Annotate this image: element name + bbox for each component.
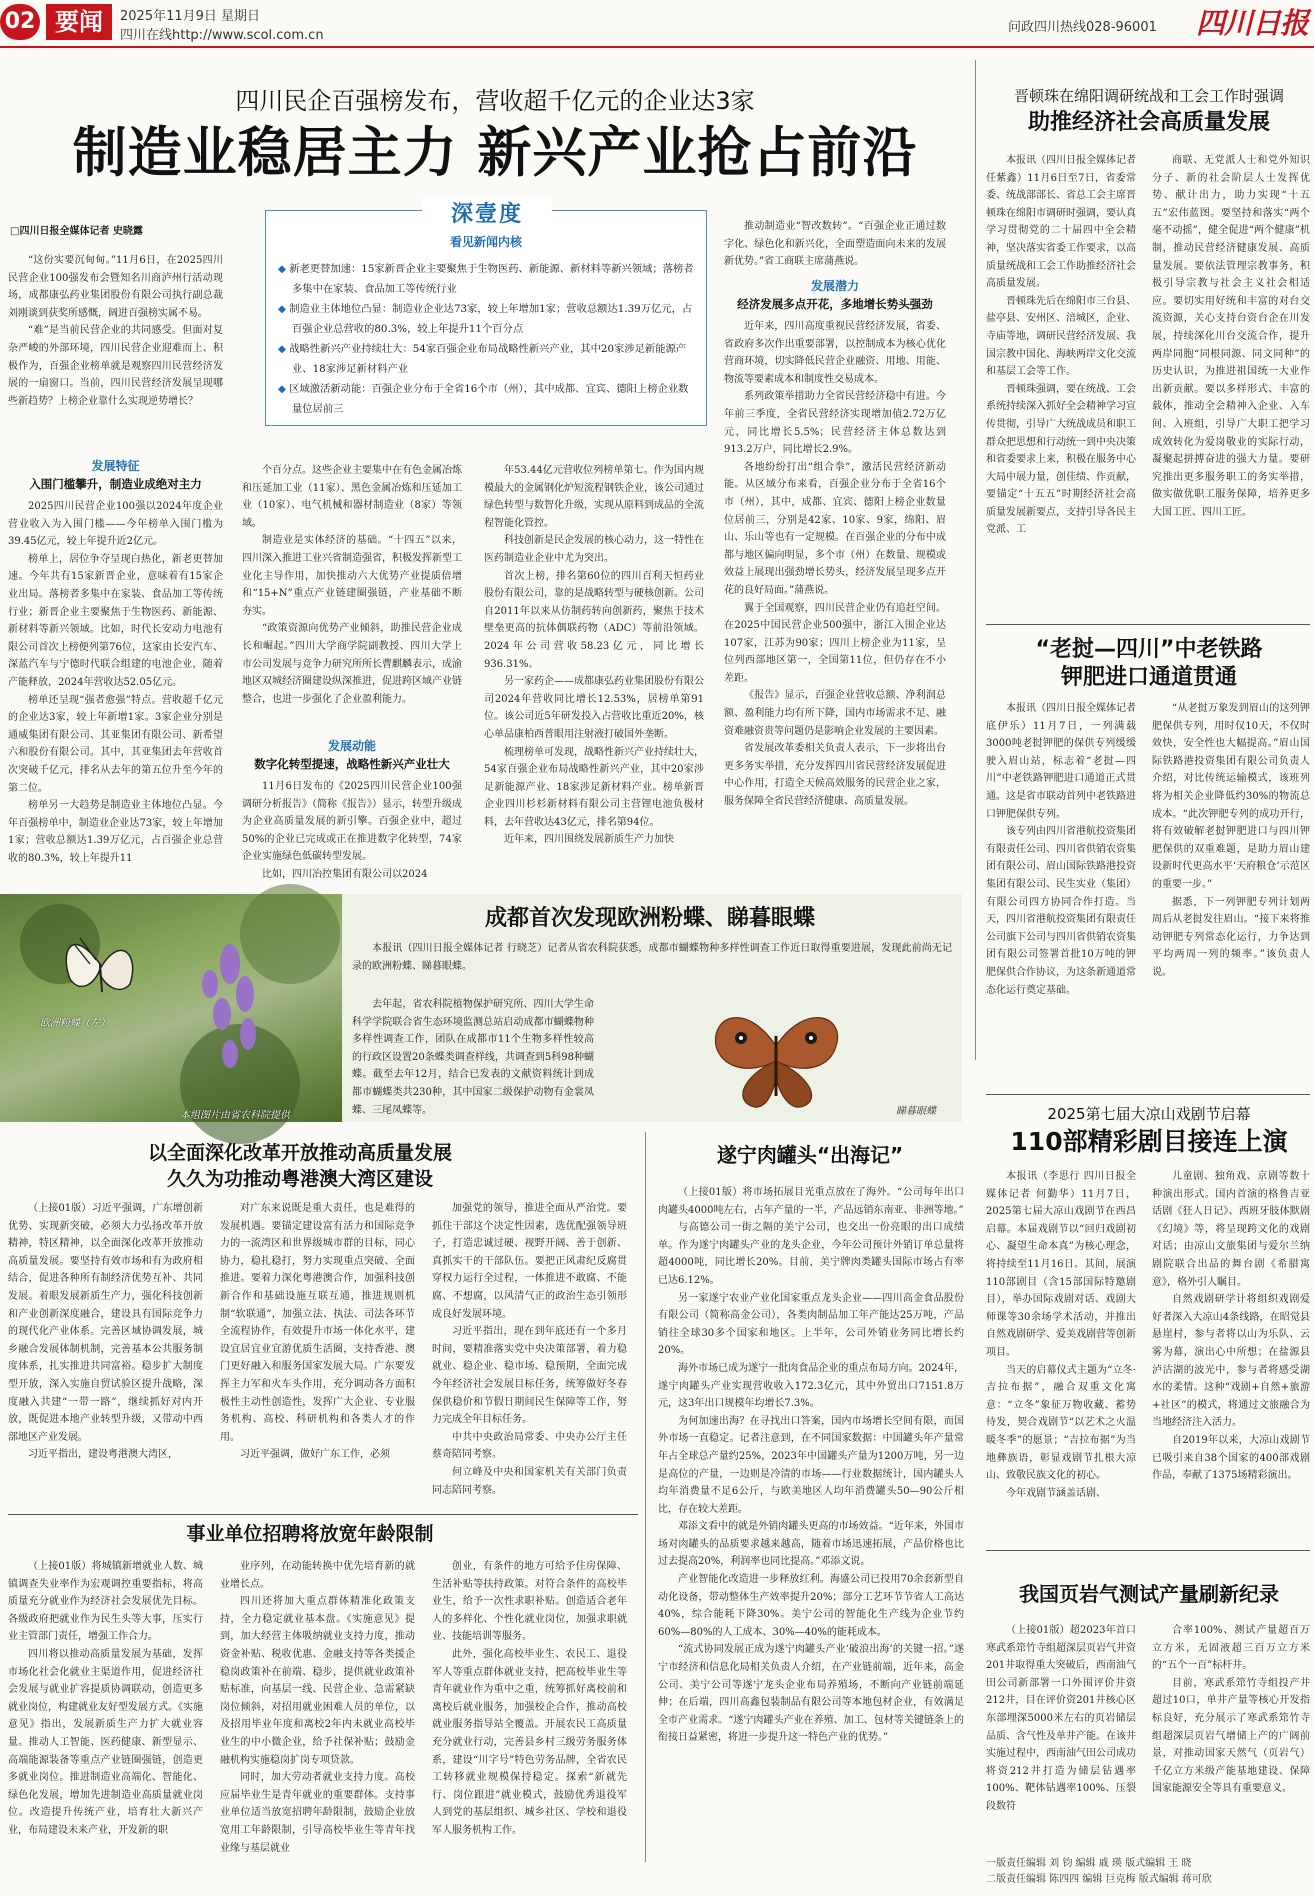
- paragraph: 另一家遂宁农业产业化国家重点龙头企业——四川高金食品股份有限公司（简称高金公司），各类肉制品加工年产能达25万吨，产品销往全球30多个国家和地区。上半年，公司外销业务同比增长约20%。: [658, 1292, 964, 1357]
- paragraph: （上接01版）超2023年首口寒武系筇竹寺组超深层页岩气井资201井取得重大突破后，西南油气田公司新部署一口外围评价井资212井，目在评价资201井核心区东部埋深5000米左右的页岩储层品质、含气性及单井产能。在该井实施过程中，西南油气田公司成功将资212井打造为储层钻遇率100%、靶体钻遇率100%、压裂段数符: [986, 1625, 1136, 1812]
- lead-col2: [242, 462, 462, 705]
- bottomL2-col1: [8, 1558, 203, 1858]
- paragraph: 儿童剧、独角戏、京剧等数十种演出形式。国内首演的格鲁吉亚话剧《狂人日记》、西班牙肢体默剧《幻境》等，将呈现跨文化的戏剧对话；由凉山文旅集团与爱尔兰纳剧院联合出品的舞台剧《希腊寓意》，格外引人瞩目。: [1152, 1171, 1310, 1288]
- paragraph: 晋顿珠先后在绵阳市三台县、盐亭县、安州区、涪城区，企业、寺庙等地，调研民营经济发展、我国宗教中国化、海峡两岸文化交流和基层工会等工作。: [986, 295, 1136, 378]
- subhead-momentum-detail: 数字化转型提速，战略性新兴产业壮大: [254, 757, 450, 771]
- paragraph: 11月6日发布的《2025四川民营企业100强调研分析报告》（简称《报告》）显示，转型升级成为企业高质量发展的新引擎。百强企业中，超过50%的企业已完成或正在推进数字化转型，74家企业实施绿色低碳转型发展。: [242, 781, 462, 863]
- paragraph: 当天的启幕仪式主题为“立冬·吉拉布据”，融合双重文化寓意：“立冬”象征万物收藏、蓄势待发，契合戏剧节“以艺术之火温暖冬季”的愿景；“吉拉布据”为当地彝族语，彰显戏剧节扎根大凉山、致敬民族文化的初心。: [986, 1364, 1136, 1482]
- paragraph: 此外，强化高校毕业生、农民工、退役军人等重点群体就业支持，把高校毕业生等青年就业作为重中之重，统筹抓好离校前和离校后就业服务，加强校企合作，推动高校就业服务指导站全覆盖。开展农民工高质量充分就业行动，完善县乡村三级劳务服务体系，建设“川字号”特色劳务品牌，全省农民工转移就业规模保持稳定。探索“新就先行、岗位跟进”就业模式，鼓励优秀退役军人到党的基层组织、城乡社区、学校和退役军人服务机构工作。: [432, 1648, 627, 1836]
- right1-headline: 助推经济社会高质量发展: [1027, 110, 1270, 135]
- right3-col2: [1152, 1168, 1310, 1538]
- paragraph: “从老挝万象发到眉山的这列钾肥保供专列，用时仅10天，不仅时效快，安全性也大幅提高。”眉山国际铁路港投资集团有限公司负责人介绍，对比传统运输模式，该班列将为相关企业降低约30%的物流总成本。“此次钾肥专列的成功开行，将有效破解老挝钾肥进口与四川钾肥保供的双重难题，是助力眉山建设新时代更高水平‘天府粮仓’示范区的重要一步。”: [1152, 703, 1310, 890]
- newspaper-logo: 四川日报: [1196, 6, 1309, 40]
- right2-headline-line1: “老挝—四川”中老铁路: [1035, 637, 1263, 662]
- paragraph: 科技创新是民企发展的核心动力，这一特性在医药制造业企业中尤为突出。: [484, 535, 704, 564]
- moth-brown-butterfly-art: [606, 998, 962, 1118]
- paragraph: 合率100%、测试产量超百万立方米，无固液超三百万立方米的“五个一百”标杆井。: [1152, 1625, 1310, 1672]
- lead-col4b: [724, 318, 946, 884]
- paragraph: 榜单还呈现“强者愈强”特点。营收超千亿元的企业达3家，较上年新增1家。3家企业分别是通威集团有限公司、其亚集团有限公司、新希望六和股份有限公司。其中，其亚集团去年营收首次突破千亿元，排名从去年的第五位升至今年的第二位。: [8, 694, 223, 794]
- lead-byline: □四川日报全媒体记者 史晓露: [10, 226, 143, 237]
- paragraph: 习近平强调，做好广东工作，必须: [240, 1449, 390, 1461]
- paragraph: 榜单另一大趋势是制造业主体地位凸显。今年百强榜单中，制造业企业达73家，较上年增加1家；营收总额达1.39万亿元，占百强企业总营收的80.3%，较上年提升11: [8, 800, 223, 864]
- lead-col4: [724, 218, 946, 274]
- paragraph: 商联、无党派人士和党外知识分子、新的社会阶层人士发挥优势、献计出力，助力实现“十五五”宏伟蓝图。要坚持和落实“两个毫不动摇”，健全促进“两个健康”机制，推动民营经济健康发展、高质量发展。要依法管理宗教事务，积极引导宗教与社会主义社会相适应。要切实用好统和丰富的对台交流资源，关心支持台资台企在川发展，持续深化川台交流合作，提升两岸同胞“同根同源、同文同种”的历史认识，为推进祖国统一大业作出新贡献。要以多样形式、丰富的载体，推动全会精神入企业、入车间、入班组，引导广大职工把学习成效转化为爱岗敬业的实际行动，凝聚起拼搏奋进的强大力量。要研究推出更多服务职工的务实举措，做实做优职工服务保障，培养更多大国工匠、四川工匠。: [1152, 155, 1310, 518]
- paragraph: 目前，寒武系筇竹寺组投产井超过10口，单井产量等核心开发指标良好，充分展示了寒武系筇竹寺组超深层页岩气增储上产的广阔前景，对推动国家天然气（页岩气）千亿立方米级产能基地建设、保障国家能源安全等具有重要意义。: [1152, 1677, 1310, 1795]
- bottomL-headline-line1: 以全面深化改革开放推动高质量发展: [147, 1142, 452, 1164]
- subhead-features-detail: 入围门槛攀升，制造业成绝对主力: [29, 477, 202, 491]
- paragraph: “政策资源向优势产业倾斜，助推民营企业成长和崛起。”四川大学商学院副教授、四川大学上市公司发展与竞争力研究所所长曹麒麟表示，成渝地区双城经济圈建设纵深推进，促进跨区域产业链整合，也进一步强化了企业盈利能力。: [242, 623, 462, 705]
- editor-credits: [986, 1856, 1312, 1888]
- paragraph: 本报讯（四川日报全媒体记者 底伊乐）11月7日，一列满载3000吨老挝钾肥的保供专列缓缓驶入眉山站，标志着“老挝—四川”中老铁路钾肥进口通道正式贯通。这是省市联动首列中老铁路进口钾肥保供专列。: [986, 703, 1136, 820]
- paragraph: 省发展改革委相关负责人表示，下一步将出台更多务实举措，充分发挥四川省民营经济发展促进中心作用，打造全天候高效服务的民营企业之家，服务保障全省民营经济健康、高质量发展。: [724, 743, 946, 808]
- paragraph: 业序列，在动能转换中优先培育新的就业增长点。: [220, 1561, 415, 1590]
- infobox-title: 深壹度: [422, 197, 552, 227]
- paragraph: 加强党的领导，推进全面从严治党。要抓住干部这个决定性因素，选优配强领导班子，打造忠诚过硬、视野开阔、善于创新、真抓实干的干部队伍。要把正风肃纪反腐贯穿权力运行全过程，一体推进不敢腐、不能腐、不想腐，以风清气正的政治生态引领形成良好发展环境。: [432, 1203, 627, 1320]
- butterfly-headline: 成都首次发现欧洲粉蝶、睇暮眼蝶: [484, 906, 815, 931]
- butterfly-body-text: [352, 996, 594, 1120]
- column-divider: [645, 1132, 646, 1862]
- subhead-momentum: 发展动能: [327, 739, 376, 753]
- paragraph: 榜单上，居位争夺呈现白热化，新老更替加速。今年共有15家新晋企业，意味着有15家企业出局。落榜者多集中在家装、食品加工等传统行业；新晋企业主要聚焦于生物医药、新能源、新材料等新兴领域。比如，时代长安动力电池有限公司首次上榜便列第76位，这家由长安汽车、深蓝汽车与宁德时代联合组建的电池企业，随着产能释放，2024年营收达52.05亿元。: [8, 553, 223, 688]
- butterfly-photo-art: [0, 894, 342, 1122]
- right3-col1: [986, 1168, 1136, 1538]
- subhead-features: 发展特征: [91, 459, 140, 473]
- butterfly-photo-left: [0, 894, 342, 1122]
- paragraph: 创业，有条件的地方可给予住房保障、生活补贴等扶持政策。对符合条件的高校毕业生，给予一次性求职补贴。创造适合老年人的多样化、个性化就业岗位，加强求职就业、技能培训等服务。: [432, 1561, 627, 1643]
- right3-kicker: 2025第七届大凉山戏剧节启幕: [1047, 1105, 1251, 1123]
- paragraph: 本报讯（四川日报全媒体记者 任紫鑫）11月6日至7日，省委常委、统战部部长、省总工会主席晋顿珠在绵阳市调研时强调，要认真学习贯彻党的二十届四中全会精神，坚决落实省委工作要求，以高质量统战和工会工作助推经济社会高质量发展。: [986, 155, 1136, 290]
- editor-credit-line1: 一版责任编辑 刘 钧 编辑 戚 瑛 版式编辑 王 晓: [986, 1858, 1192, 1869]
- infobox-item: ◆ 区域激活新动能：百强企业分布于全省16个市（州），其中成都、宜宾、德阳上榜企业数量位居前三: [278, 379, 696, 419]
- paragraph: 近年来，四川围绕发展新质生产力加快: [504, 834, 674, 846]
- paragraph: 比如，四川冶控集团有限公司以2024: [262, 868, 428, 880]
- divider: [986, 624, 1310, 625]
- page-number-badge: 02: [0, 4, 40, 40]
- paragraph: 2025四川民营企业100强以2024年度企业营业收入为入围门槛——今年榜单入围门槛为39.45亿元，较上年提升近2亿元。: [8, 501, 223, 548]
- right2-col2: [1152, 700, 1310, 1088]
- paragraph: 另一家药企——成都康弘药业集团股份有限公司2024年营收同比增长12.53%，居榜单第91位。该公司近5年研发投入占营收比重近20%，核心单品康柏西普眼用注射液打破国外垄断。: [484, 676, 704, 740]
- paragraph: 各地纷纷打出“组合拳”，激活民营经济新动能。从区域分布来看，百强企业分布于全省16个市（州），其中，成都、宜宾、德阳上榜企业数量位居前三，分别是42家、10家、9家，绵阳、眉山、乐山等也有一定规模。在百强企业的分布中成都与地区偏向明显，多个市（州）在数量、规模或效益上展现出强劲增长势头，经济发展呈现多点开花的良好局面。”蒲燕说。: [724, 461, 946, 596]
- right4-col2: [1152, 1622, 1310, 1842]
- paragraph: 今年戏剧节涵盖话剧、: [1006, 1487, 1106, 1499]
- divider: [986, 1550, 1310, 1551]
- bottomL2-col3: [432, 1558, 627, 1858]
- right3-headline: 110部精彩剧目接连上演: [1010, 1127, 1288, 1156]
- lead-col1: [8, 252, 223, 458]
- paragraph: 为何加速出海？在寻找出口答案，国内市场增长空间有限，而国外市场一直稳定。记者注意到，在不同国家数据：中国罐头年产量常年占全球总产量约25%，2023年中国罐头产量为1200万吨，另一边是高位的产量，一边则是冷清的市场——行业数据统计，国内罐头人均年消费量不足6公斤，与欧美地区人均年消费罐头50—90公斤相比，存在较大差距。: [658, 1415, 964, 1515]
- butterfly-caption-2: 睇暮眼蝶: [896, 1106, 936, 1117]
- right2-headline-line2: 钾肥进口通道贯通: [1060, 665, 1237, 690]
- paragraph: 近年来，四川高度重视民营经济发展，省委、省政府多次作出重要部署，以控制成本为核心优化营商环境，切实降低民营企业融资、用地、用能、物流等要素成本和制度性交易成本。: [724, 321, 946, 385]
- paragraph: “流式协同发展正成为遂宁肉罐头产业‘破浪出海’的关键一招。”遂宁市经济和信息化局相关负责人介绍，在产业链前端，近年来，高金公司、美宁公司等遂宁龙头企业布局养殖场，不断向产业链前端延伸；在后端，四川高鑫包装制品有限公司等本地包材企业，有效满足全市产业需求。“遂宁肉罐头产业在养殖、加工、包材等关键链条上的衔接日益紧密，将进一步提升这一特色产业的优势。”: [658, 1644, 964, 1744]
- subhead-potential-detail: 经济发展多点开花，多地增长势头强劲: [737, 297, 933, 311]
- paragraph: 邓添文看中的就是外销肉罐头更高的市场效益。“近年来，外国市场对肉罐头的品质要求越来越高，随着市场迅速拓展，产品价格也比过去提高20%，利润率也同比提高。”邓添文说。: [658, 1521, 964, 1568]
- right1-kicker: 晋顿珠在绵阳调研统战和工会工作时强调: [1013, 87, 1284, 105]
- paragraph: （上接01版）将市场拓展目光重点放在了海外。“公司每年出口肉罐头4000吨左右，占年产量的一半，产品远销东南亚、非洲等地。”: [658, 1187, 964, 1216]
- paragraph: 海外市场已成为遂宁一批肉食品企业的重点布局方向。2024年，遂宁肉罐头产业实现营收收入172.3亿元，其中外贸出口7151.8万元，这3年出口规模年均增长7.3%。: [658, 1362, 964, 1410]
- hotline-text: 问政四川热线028-96001: [1008, 20, 1157, 35]
- paragraph: （上接01版）将城镇新增就业人数、城镇调查失业率作为宏观调控重要指标，将高质量充分就业作为经济社会发展优先目标。各级政府把就业作为民生头等大事，压实行业主管部门责任，增强工作合力。: [8, 1561, 203, 1643]
- header-rule: [0, 46, 1314, 48]
- bottomL-col1: [8, 1200, 203, 1510]
- paragraph: 习近平指出，现在到年底还有一个多月时间，要精准落实党中央决策部署，着力稳就业、稳企业、稳市场、稳预期，全面完成今年经济社会发展目标任务，统筹做好冬春保供稳价和节假日期间民生保障等工作，努力完成全年目标任务。: [432, 1326, 627, 1426]
- paragraph: 推动制造业“智改数转”。“百强企业正通过数字化、绿色化和新兴化，全面塑造面向未来的发展新优势。”省工商联主席蒲燕说。: [724, 221, 946, 268]
- paragraph: 四川将以推动高质量发展为基础，发挥市场化社会化就业主渠道作用，促进经济社会发展与就业扩容提质协调联动，创造更多就业岗位，构建就业友好型发展方式。《实施意见》指出，发展新质生产力扩大就业容量。推动人工智能、医药健康、新型显示、高端能源装备等重点产业链圈强链，创造更多就业岗位。推进制造业高端化、智能化、绿色化发展，增加先进制造业高质量就业岗位。改造提升传统产业，培育壮大新兴产业，布局建设未来产业，开发新的职: [8, 1648, 203, 1836]
- column-divider: [975, 60, 976, 1060]
- lead-kicker: 四川民企百强榜发布，营收超千亿元的企业达3家: [235, 87, 755, 115]
- butterfly-photo-right: [606, 998, 962, 1118]
- lead-col1b: [8, 498, 223, 884]
- issue-date: 2025年11月9日 星期日: [120, 9, 261, 24]
- suining-headline: 遂宁肉罐头“出海记”: [716, 1143, 904, 1167]
- divider: [8, 1514, 638, 1515]
- butterfly-caption-1: 欧洲粉蝶（左）: [40, 1018, 110, 1029]
- paragraph: 《报告》显示，百强企业营收总额、净利润总额、盈利能力均有所下降，国内市场需求不足、融资难融资贵等问题仍是影响企业发展的主要因素。: [724, 690, 946, 737]
- divider: [986, 1094, 1310, 1095]
- lead-headline: 制造业稳居主力 新兴产业抢占前沿: [72, 121, 918, 184]
- lead-col3: [484, 462, 704, 884]
- page-header: [0, 0, 1314, 48]
- right1-col2: [1152, 152, 1310, 614]
- paragraph: 同时，加大劳动者就业支持力度。高校应届毕业生是青年就业的重要群体。支持事业单位适当放宽招聘年龄限制，鼓励企业放宽用工年龄限制，引导高校毕业生等青年找业缘与基层就业: [220, 1772, 415, 1854]
- paragraph: 习近平指出，建设粤港澳大湾区，: [28, 1449, 178, 1461]
- bottomL2-headline: 事业单位招聘将放宽年龄限制: [186, 1523, 434, 1545]
- lead-col2b: [242, 778, 462, 884]
- paragraph: 自然戏剧研学计将组织戏剧爱好者深入大凉山4条线路，在昭觉县悬崖村，参与者将以山为乐队、云雾为幕，演出心中所想；在盐源县泸沽湖的波光中，参与者将感受湖水的柔情。这种“戏剧+自然+旅游+社区”的模式，将通过文旅融合为当地经济注入活力。: [1152, 1294, 1310, 1429]
- paragraph: 与高德公司一街之隔的美宁公司，也交出一份亮眼的出口成绩单。作为遂宁肉罐头产业的龙头企业，今年公司预计外销订单总量将超4000吨，同比增长20%。目前，美宁牌肉类罐头国际市场占有率已达6.12%。: [658, 1222, 964, 1286]
- butterfly-icon: [716, 1018, 838, 1107]
- paragraph: “难”是当前民营企业的共同感受。但面对复杂严峻的外部环境，四川民营企业迎难而上、积极作为，百强企业榜单就是观察四川民营经济发展的一扇窗口。当前，四川民营经济发展呈现哪些新趋势？上榜企业靠什么实现逆势增长？: [8, 325, 223, 407]
- butterfly-caption-3: 本组图片由省农科院提供: [180, 1110, 290, 1121]
- infobox-item: ◆ 制造业主体地位凸显：制造业企业达73家，较上年增加1家；营收总额达1.39万亿元，占百强企业总营收的80.3%，较上年提升11个百分点: [278, 299, 696, 339]
- paragraph: 四川还将加大重点群体精准化政策支持，全力稳定就业基本盘。《实施意见》提到，加大经营主体吸纳就业支持力度，推动资金补贴、税收优惠、金融支持等各类援企稳岗政策补在前端、稳步，提供就业政策补贴标准，向基层一线、民营企业、急需紧缺岗位倾斜，对招用就业困难人员的单位，以及招用毕业年度和离校2年内未就业高校毕业生的中小微企业，给予社保补贴；鼓励金融机构实施稳岗扩岗专项贷款。: [220, 1596, 415, 1766]
- subhead-potential: 发展潜力: [810, 279, 859, 293]
- paragraph: 年53.44亿元营收位列榜单第七。作为国内规模最大的金属钢化炉短流程钢铁企业，该公司通过绿色转型与数智化升级，实现从原料到成品的全流程智能化管控。: [484, 465, 704, 529]
- paragraph: 自2019年以来，大凉山戏剧节已吸引来自38个国家的400部戏剧作品，奉献了1375场精彩演出。: [1152, 1434, 1310, 1482]
- right4-headline: 我国页岩气测试产量刷新纪录: [1019, 1582, 1279, 1606]
- paragraph: 系列政策举措助力全省民营经济稳中有进。今年前三季度，全省民营经济实现增加值2.72万亿元，同比增长5.5%；民营经济主体总数达到913.2万户，同比增长2.9%。: [724, 391, 946, 456]
- paragraph: 晋顿珠强调，要在统战、工会系统持续深入抓好全会精神学习宣传贯彻，引导广大统战成员和职工群众把思想和行动统一到中央决策和省委要求上来，积极在服务中心大局中展力量，创佳绩、作贡献，要锚定“十五五”时期经济社会高质量发展新要点，支持引导各民主党派、工: [986, 383, 1136, 536]
- paragraph: 该专列由四川省港航投资集团有限责任公司、四川省供销农资集团有限公司、眉山国际铁路港投资集团有限公司、民生实业（集团）有限公司四方协同合作打造。当天，四川省港航投资集团有限责任公司旗下公司与四川省供销农资集团有限公司签署首批10万吨的钾肥保供合作协议，为这条新通道常态化运行奠定基础。: [986, 826, 1136, 996]
- section-label: 要闻: [46, 4, 112, 40]
- butterfly-lead-text: [352, 940, 952, 994]
- paragraph: 制造业是实体经济的基础。“十四五”以来，四川深入推进工业兴省制造强省，积极发挥新型工业化主导作用，加快推动六大优势产业提质倍增和“15+N”重点产业链建圈强链，产业基础不断夯实。: [242, 535, 462, 617]
- suining-col1: [658, 1184, 964, 1858]
- right4-col1: [986, 1622, 1136, 1842]
- infobox-item: ◆ 新老更替加速：15家新晋企业主要聚焦于生物医药、新能源、新材料等新兴领域；落榜者多集中在家装、食品加工等传统行业: [278, 259, 696, 299]
- bottomL2-col2: [220, 1558, 415, 1858]
- paragraph: 本报讯（李思行 四川日报全媒体记者 何勤华）11月7日，2025第七届大凉山戏剧节在西昌启幕。本届戏剧节以“回归戏剧初心、凝望生命本真”为核心理念，将持续至11月16日。其间，展演110部剧目（含15部国际特邀剧目），举办国际戏剧对话、戏剧大师课等30余场学术活动，并推出自然戏剧研学、爱美戏剧营等创新项目。: [986, 1171, 1136, 1358]
- paragraph: “这份实要沉甸甸。”11月6日，在2025四川民营企业100强发布会暨知名川商泸州行活动现场，成都康弘药业集团股份有限公司执行副总裁刘刚谈到获奖所感慨，阔进百强榜实属不易。: [8, 255, 223, 319]
- paragraph: 个百分点。这些企业主要集中在有色金属冶炼和压延加工业（11家）、黑色金属冶炼和压延加工业（10家）、电气机械和器材制造业（8家）等领域。: [242, 465, 462, 529]
- paragraph: 中共中央政治局常委、中央办公厅主任蔡奇陪同考察。: [432, 1431, 627, 1461]
- editor-credit-line2: 二版责任编辑 陈四四 编辑 巨克梅 版式编辑 蒋可欣: [986, 1874, 1212, 1885]
- paragraph: 本报讯（四川日报全媒体记者 行晓芝）记者从省农科院获悉，成都市蝴蝶物种多样性调查工作近日取得重要进展，发现此前尚无记录的欧洲粉蝶、睇暮眼蝶。: [352, 943, 952, 972]
- paragraph: （上接01版）习近平强调，广东增创新优势、实现新突破，必须大力弘扬改革开放精神，特区精神，以全面深化改革开放推动高质量发展。要坚持有效市场和有为政府相结合，促进各种所有制经济优势互补、共同发展。着眼发展新质生产力，强化科技创新和产业创新深度融合，建设具有国际竞争力的现代化产业体系。完善区域协调发展，城乡融合发展体制机制，完善基本公共服务制度体系，扎实推进共同富裕。稳步扩大制度型开放，深入实施自贸试验区提升战略，深度融入共建“一带一路”，继续抓好对内开放，既促进本地产业转型升级，又带动中西部地区产业发展。: [8, 1203, 203, 1443]
- right1-col1: [986, 152, 1136, 614]
- deep-dive-infobox: [265, 202, 707, 426]
- paragraph: 据悉，下一列钾肥专列计划两周后从老挝发往眉山。“接下来将推动钾肥专列常态化运行，力争达到平均两周一列的频率。”该负责人说。: [1152, 896, 1310, 978]
- paragraph: 何立峰及中央和国家机关有关部门负责同志陪同考察。: [432, 1466, 627, 1496]
- bottomL-col2: [220, 1200, 415, 1510]
- paragraph: 去年起，省农科院植物保护研究所、四川大学生命科学学院联合省生态环境监测总站启动成都市蝴蝶物种多样性调查工作，团队在成都市11个生物多样性较高的行政区设置20条蝶类调查样线，共调查到5科98种蝴蝶。截至去年12月，结合已发表的文献资料统计到成都市蝴蝶类共230种，其中国家二级保护动物有金裳凤蝶、三尾凤蝶等。: [352, 999, 594, 1116]
- paragraph: 梳理榜单可发现，战略性新兴产业持续壮大，54家百强企业布局战略性新兴产业，其中20家涉足新能源产业、18家涉足新材料产业。榜单新晋企业四川杉杉新材料有限公司主营锂电池负极材料，去年营收达43亿元，排名第94位。: [484, 746, 704, 828]
- bottomL-headline-line2: 久久为功推动粤港澳大湾区建设: [166, 1168, 433, 1190]
- right2-col1: [986, 700, 1136, 1088]
- website-link[interactable]: 四川在线http://www.scol.com.cn: [120, 28, 324, 43]
- paragraph: 产业智能化改造进一步释放红利。海盛公司已投用70余套新型自动化设备，带动整体生产效率提升20%；部分工艺环节节省人工高达40%，综合能耗下降30%。美宁公司的智能化生产线为企业节约60%—80%的人工成本、30%—40%的能耗成本。: [658, 1574, 964, 1638]
- paragraph: 翼于全国观察，四川民营企业仍有追赶空间。在2025中国民营企业500强中，浙江入围企业达107家，江苏为90家；四川上榜企业为11家，呈位列西部地区第一，全国第11位，但仍存在不小差距。: [724, 602, 946, 684]
- infobox-subtitle: 看见新闻内核: [449, 235, 522, 249]
- infobox-item: ◆ 战略性新兴产业持续壮大：54家百强企业布局战略性新兴产业，其中20家涉足新能源产业、18家涉足新材料产业: [278, 339, 696, 379]
- paragraph: 对广东来说既是重大责任，也是难得的发展机遇。要锚定建设富有活力和国际竞争力的一流湾区和世界级城市群的目标，同心协力，稳扎稳打，努力实现重点突破、全面推进。要着力深化粤港澳合作，加强科技创新合作和基础设施互联互通，推进规则机制“软联通”，加强立法、执法、司法各环节全流程协作，有效提升市场一体化水平，建设宜居宜业宜游优质生活圈，支持香港、澳门更好融入和服务国家发展大局。广东要发挥主力军和火车头作用，充分调动各方面积极性主动性创造性，发挥广大企业、专业服务机构、高校、科研机构和各类人才的作用。: [220, 1203, 415, 1443]
- paragraph: 首次上榜，排名第60位的四川百利天恒药业股份有限公司，靠的是战略转型与硬核创新。公司自2011年以来从仿制药转向创新药，聚焦于技术壁垒更高的抗体偶联药物（ADC）等前沿领域。2024年公司营收58.23亿元，同比增长936.31%。: [484, 570, 704, 670]
- bottomL-col3: [432, 1200, 627, 1510]
